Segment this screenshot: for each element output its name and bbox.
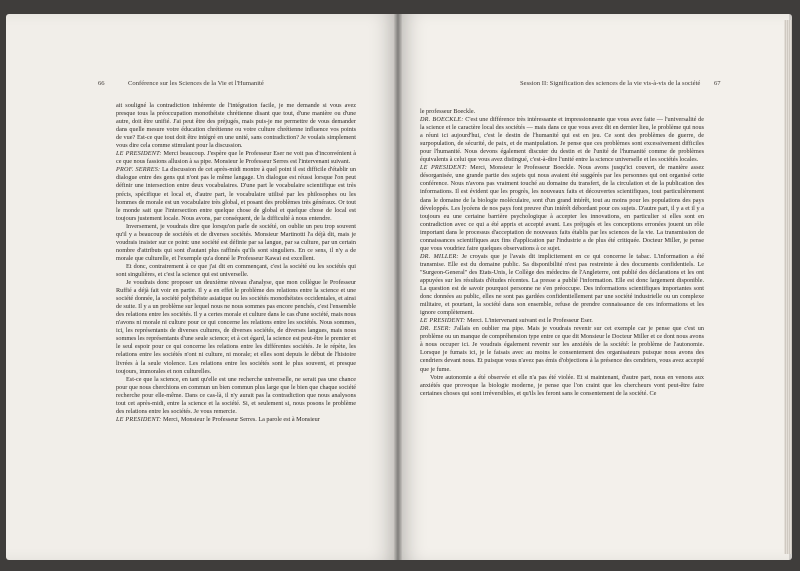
speaker-label: LE PRESIDENT: [420, 317, 466, 325]
paragraph-text: C'est une différence très intéressante et impressionnante que vous avez faite — l'universalité de la science et le caractère local des sociétés — mais dans ce que vous avez dit en dernier lieu, le problème qui nous a réuni ici aujourd'hui, c'est le destin de l'humanité qui est en jeu. Ce sont des problèmes de guerre, de surpopulation, de sécurité, de paix, et de manipulation. Je pense que ces problèmes sont excessivement difficiles pour l'humanité. Nous devons également discuter du destin et de l'unité de l'humanité comme de problèmes équivalents à celui que vous avez distingué, c'est-à-dire l'unité entre la science universelle et les sociétés locales. [420, 116, 705, 164]
paragraph-text: Inversement, je voudrais dire que lorsqu'on parle de société, on oublie un peu trop souvent qu'il y a beaucoup de sociétés et de diverses sociétés. Monsieur Martinotti l'a déjà dit, mais je voudrais insister sur ce point: une société est définie par sa langue, par sa culture, par un certain nombre d'attributs qui sont d'autant plus raffinés qu'ils sont singuliers. En ce sens, il n'y a de morale que culturelle, et l'exemple qu'a donné le Professeur Kawai est excellent. [116, 222, 356, 262]
paragraph-text: Merci beaucoup. J'espère que le Professeur Eser ne voit pas d'inconvénient à ce que nous fassions allusion à sa pipe. Monsieur le Professeur Serres est l'intervenant suivant. [116, 150, 356, 166]
paragraph [116, 416, 356, 424]
running-title: Session II: Signification des sciences de la vie vis-à-vis de la société [520, 80, 701, 87]
paragraph [116, 279, 356, 376]
paragraph-text: Je voudrais donc proposer un deuxième niveau d'analyse, que mon collègue le Professeur Ruffié a déjà fait voir en partie. Il y a en effet le problème des relations entre la science et une société donnée, la société polythéiste asiatique ou les sociétés monothéistes occidentales, et ainsi de suite. Il y a un problème sur lequel nous ne nous sommes pas encore penchés, c'est l'ensemble des relations entre les sociétés. Il y a certes morale et culture dans le cas d'une société, mais nous n'avons ni morale ni culture pour ce qui concerne les relations entre les sociétés. Nous sommes, ici, les représentants de diverses cultures, de diverses sociétés, de diverses langues, mais nous sommes les représentants d'une seule science; et à cet égard, la science est peut-être le premier et le seul espoir pour ce qui concerne les relations entre les différentes sociétés. Je le répète, les relations entre les sociétés n'ont ni culture, ni morale; et elles sont depuis le début de l'histoire livrées à la seule violence. Les relations entre les sociétés sont le plus souvent, et presque toujours, immorales et non culturelles. [116, 279, 356, 375]
paragraph-text: Merci, Monsieur le Professeur Boeckle. Nous avons jusqu'ici couvert, de manière assez désorganisée, une grande partie des sujets qui nous avaient été suggérés par les personnes qui ont organisé cette conférence. Nous n'avons pas vraiment touché au domaine du transfert, de la circulation et de la publication des informations. Il est évident que les progrès, les nouveaux faits et découvertes scientifiques, tout particulièrement dans le domaine de la biologie moléculaire, sont d'un grand intérêt, tout au moins pour les populations des pays développés. Les lycéens de nos pays font preuve d'un intérêt débordant pour ces sujets. D'autre part, il y a et il y a toujours eu une certaine barrière psychologique à accepter les innovations, en particulier si elles sont en contradiction avec ce qui a été appris et accepté avant. Les préjugés et les conceptions erronées jouent un rôle important dans le processus d'acceptation de nouveaux faits établis par les sciences de la vie. La transmission de connaissances scientifiques aux fins d'application par l'industrie a de plus été critiquée. Docteur Miller, je pense que vous voudriez faire quelques observations à ce sujet. [420, 164, 704, 252]
speaker-label: PROF. SERRES: [116, 166, 161, 174]
paragraph [420, 253, 704, 317]
page-number: 67 [714, 80, 721, 87]
paragraph-text: J'allais en oublier ma pipe. Mais je voudrais revenir sur cet exemple car je pense que c'est un problème ou un manque de compréhension type entre ce que dit Monsieur le Docteur Miller et ce dont nous avons à nous occuper ici. Je voudrais également revenir sur les anxiétés de la société: le problème de l'autonomie. Lorsque je fumais ici, je le faisais avec au moins le consentement des organisateurs puisque nous avons des cendriers devant nous. Et puisque vous n'avez pas émis d'objections à la présence des cendriers, vous avez accepté que je fume. [420, 325, 704, 373]
paragraph [420, 374, 704, 398]
page-number: 66 [98, 80, 105, 87]
speaker-label: LE PRESIDENT: [116, 415, 162, 423]
speaker-label: LE PRESIDENT: [420, 164, 467, 172]
running-title: Conférence sur les Sciences de la Vie et l'Humanité [128, 80, 264, 87]
paragraph [420, 325, 704, 373]
paragraph [116, 102, 356, 150]
book-gutter [394, 14, 402, 560]
page-stack-edge [784, 20, 792, 554]
speaker-label: DR. ESER: [420, 325, 451, 333]
paragraph [116, 166, 356, 222]
paragraph-text: le professeur Boeckle. [420, 108, 476, 115]
open-book [6, 14, 792, 560]
text-column [116, 102, 356, 424]
paragraph [116, 150, 356, 166]
paragraph-text: Merci. L'intervenant suivant est le Professeur Eser. [466, 317, 593, 325]
left-page [6, 14, 398, 560]
paragraph [116, 263, 356, 279]
paragraph [420, 164, 704, 253]
paragraph-text: Est-ce que la science, en tant qu'elle est une recherche universelle, ne serait pas une chance pour que nous cherchions en commun un bien commun plus large que le bien que chaque société recherche pour elle-même. Dans ce cas-là, il n'y aurait pas la contradiction que nous analysons tout cet après-midi, entre la science et la société. Si, et seulement si, nous posons le problème des relations entre les sociétés. Je vous remercie. [116, 375, 356, 415]
paragraph-text: La discussion de cet après-midi montre à quel point il est difficile d'établir un dialogue entre des gens qui n'ont pas le même langage. Un dialogue est réussi lorsque l'on peut définir une intersection entre deux vocabulaires. D'une part le vocabulaire scientifique est très précis, spécifique et local et, d'autre part, le vocabulaire utilisé par les philosophes ou les hommes de morale est un vocabulaire très global, et posant des problèmes très généraux. Or tout le monde sait que l'intersection entre quelque chose de global et quelque chose de local est toujours justement locale. Nous avons, par conséquent, de la difficulté à nous entendre. [116, 166, 356, 222]
right-page [398, 14, 792, 560]
speaker-label: LE PRESIDENT: [116, 150, 162, 158]
paragraph-text: Votre autonomie a été observée et elle n'a pas été violée. Et si maintenant, d'autre part, nous en venons aux anxiétés que provoque la biologie moderne, je pense que l'on craint que les chercheurs vont peut-être faire certaines choses qui sont irréversibles, et qu'ils les feront sans le consentement de la société. Ce [420, 373, 704, 397]
speaker-label: DR. MILLER: [420, 252, 459, 260]
paragraph [116, 223, 356, 263]
text-column [420, 108, 704, 398]
paragraph [116, 376, 356, 416]
paragraph-text: Je croyais que je l'avais dit implicitement en ce qui concerne le tabac. L'information a été transmise. Elle est du domaine public. Sa disponibilité n'est pas restreinte à des documents confidentiels. Le "Surgeon-General" des Etats-Unis, le Collège des médecins de l'Angleterre, ont publié des déclarations et les ont appuyées sur les résultats d'études récentes. La presse a publié l'information. Elle est donc largement disponible. La question est de savoir pourquoi personne ne s'en préoccupe. Des informations scientifiques importantes sont donc données au public, elles ne sont pas gardées confidentiellement par une société industrielle ou un complexe militaire, et pourtant, la société dans son ensemble, refuse de prendre connaissance de ces informations et les ignore complètement. [420, 252, 705, 317]
paragraph-text: ait souligné la contradiction inhérente de l'intégration facile, je me demande si vous avez presque tous la préoccupation monothéiste chrétienne disant que tout, d'une manière ou d'une autre, doit être unifié. J'ai peut être des préjugés, mais puis-je me permettre de vous demander dans quelle mesure votre éducation chrétienne ou votre culture chrétienne influence vos points de vue? Est-ce que tout doit être intégré en une unité, sans contradiction? Je voulais simplement vous dire cela comme stimulant pour la discussion. [116, 102, 356, 150]
paragraph-text: Et donc, contrairement à ce que j'ai dit en commençant, c'est la société ou les sociétés qui sont singulières, et c'est la science qui est universelle. [116, 262, 356, 278]
speaker-label: DR. BOECKLE: [420, 116, 464, 124]
paragraph [420, 108, 704, 116]
paragraph-text: Merci, Monsieur le Professeur Serres. La parole est à Monsieur [162, 415, 320, 423]
paragraph [420, 116, 704, 164]
paragraph [420, 317, 704, 325]
